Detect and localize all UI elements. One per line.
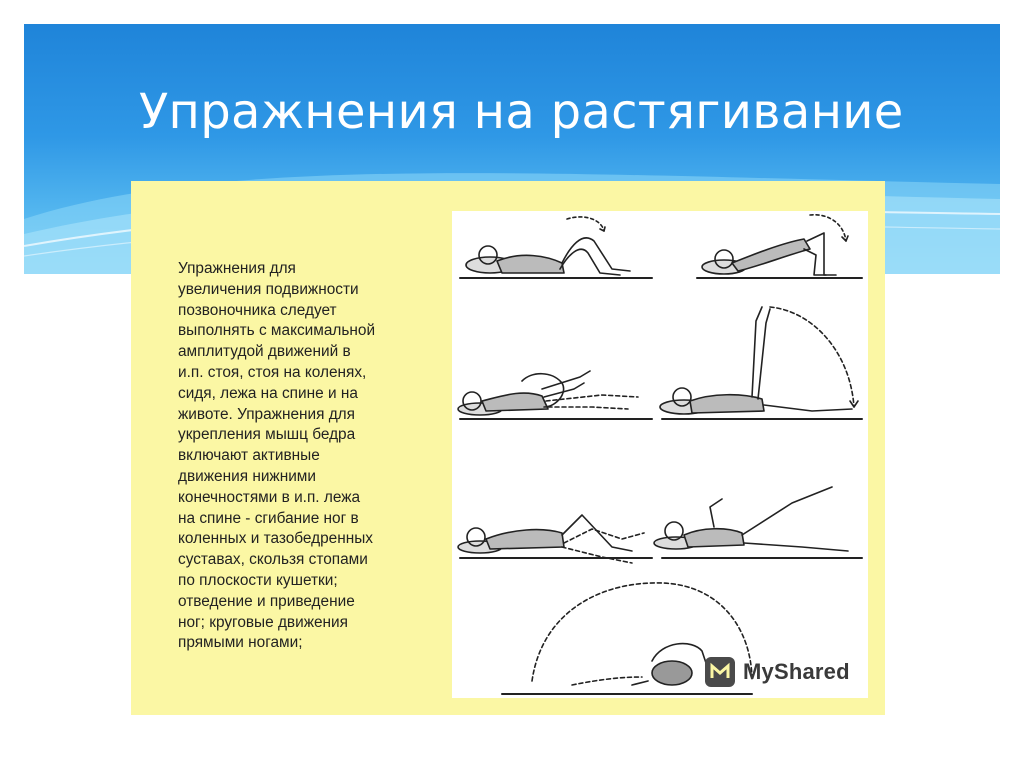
myshared-watermark (703, 654, 850, 690)
exercise-illustrations (452, 211, 868, 698)
exercise-figure-5 (458, 515, 644, 563)
exercise-figure-4 (660, 307, 858, 414)
exercise-figure-3 (458, 371, 638, 415)
exercise-figure-2 (702, 215, 848, 275)
body-text: Упражнения для увеличения подвижности позвоночника следует выполнять с максимальной амплитудой движений в и.п. стоя, стоя на коленях, сидя, лежа на спине и на животе. Упражнения для укрепления мышц бедра включают активные движения нижними конечностями в и.п. лежа на спине - сгибание ног в коленных и тазобедренных суставах, скользя стопами по плоскости кушетки; отведение и приведение ног; круговые движения прямыми ногами; (178, 260, 376, 652)
exercise-figure-6 (654, 487, 848, 551)
exercise-figure-1 (466, 217, 630, 275)
ground-lines (460, 278, 862, 694)
watermark-text: MyShared (743, 659, 850, 684)
myshared-logo-icon (703, 655, 737, 689)
slide-title: Упражнения на растягивание (139, 84, 904, 140)
